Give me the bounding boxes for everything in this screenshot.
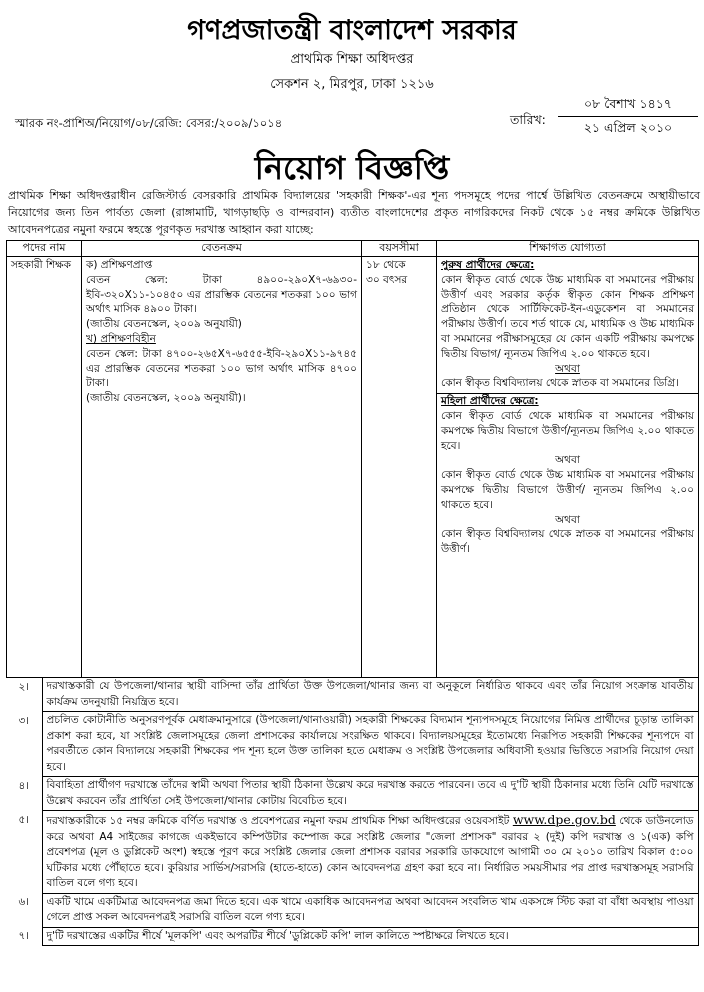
header-post-name: পদের নাম <box>7 241 82 257</box>
or-separator: অথবা <box>555 454 580 467</box>
female-qualification-1: কোন স্বীকৃত বোর্ড থেকে মাধ্যমিক বা সমমানের পরীক্ষায় কমপক্ষে দ্বিতীয় বিভাগে উত্তীর্ণ/ন্যূনতম জিপিএ ২.০০ থাকতে হবে। <box>441 409 694 452</box>
male-qualification-1: কোন স্বীকৃত বোর্ড থেকে উচ্চ মাধ্যমিক বা সমমানের পরীক্ষায় উত্তীর্ণ এবং সরকার কর্তৃক স্বীকৃত কোন শিক্ষক প্রশিক্ষণ প্রতিষ্ঠান থেকে সার্টিফিকেট-ইন-এডুকেশন বা সমমানের পরীক্ষায় উত্তীর্ণ। তবে শর্ত থাকে যে, মাধ্যমিক ও উচ্চ মাধ্যমিক বা সমমানের পরীক্ষাসমূহের যে কোন একটি পরীক্ষায় কমপক্ষে দ্বিতীয় বিভাগ/ ন্যূনতম জিপিএ ২.০০ থাকতে হবে। <box>441 273 694 360</box>
male-heading: পুরুষ প্রার্থীদের ক্ষেত্রে: <box>441 259 535 271</box>
age-to: ৩০ বৎসর <box>366 273 408 286</box>
date-divider <box>558 116 698 117</box>
or-separator: অথবা <box>555 362 580 375</box>
item-text: একটি খামে একটিমাত্র আবেদনপত্র জমা দিতে হবে। এক খামে একাধিক আবেদনপত্র অথবা আবেদন সংবলিত খাম একসঙ্গে স্টিচ করা বা বাঁধা অবস্থায় পাওয়া গেলে প্রাপ্ত সকল আবেদনপত্রই সরাসরি বাতিল বলে গণ্য হবে। <box>42 893 698 927</box>
post-name-cell <box>7 257 82 678</box>
item-number: ৪। <box>18 779 30 792</box>
item-text-before-url: দরখাস্তকারীকে ১৫ নম্বর ক্রমিকে বর্ণিত দরখাস্ত ও প্রবেশপত্রের নমুনা ফরম প্রাথমিক শিক্ষা অধিদপ্তরের ওয়েবসাইট <box>46 815 510 827</box>
age-from: ১৮ থেকে <box>366 259 406 271</box>
list-item <box>6 893 698 927</box>
pay-untrained-note: (জাতীয় বেতনস্কেল, ২০০৯ অনুযায়ী)। <box>86 392 246 405</box>
list-item <box>6 712 698 777</box>
male-qualification-2: কোন স্বীকৃত বিশ্ববিদ্যালয় থেকে স্নাতক বা সমমানের ডিগ্রি। <box>441 377 679 390</box>
list-item <box>6 678 698 712</box>
list-item <box>6 927 698 946</box>
header-qualification: শিক্ষাগত যোগ্যতা <box>437 241 699 257</box>
government-heading: গণপ্রজাতন্ত্রী বাংলাদেশ সরকার <box>187 15 517 46</box>
pay-trained-label: ক) প্রশিক্ষণপ্রাপ্ত <box>86 259 153 271</box>
item-text: দু'টি দরখাস্তের একটির শীর্ষে 'মূলকপি' এবং অপরটির শীর্ষে 'ডুপ্লিকেট কপি' লাল কালিতে স্পষ্টাক্ষরে লিখতে হবে। <box>42 927 698 946</box>
post-name: সহকারী শিক্ষক <box>11 259 72 271</box>
item-text: বিবাহিতা প্রার্থীগণ দরখাস্তে তাঁদের স্বামী অথবা পিতার স্থায়ী ঠিকানা উল্লেখ করে দরখাস্ত করতে পারবেন। তবে এ দু'টি স্থায়ী ঠিকানার মধ্যে তিনি যেটি দরখাস্তে উল্লেখ করবেন তাঁর প্রার্থিতা সেই উপজেলা/থানার কোটায় বিবেচিত হবে। <box>42 777 698 811</box>
table-header-row <box>7 241 699 257</box>
date-label: তারিখ: <box>510 112 546 127</box>
date-english: ২১ এপ্রিল ২০১০ <box>583 120 673 135</box>
qualification-cell <box>437 257 699 678</box>
pay-trained-note: (জাতীয় বেতনস্কেল, ২০০৯ অনুযায়ী) <box>86 318 242 331</box>
item-text <box>42 811 698 894</box>
item-text: দরখাস্তকারী যে উপজেলা/থানার স্থায়ী বাসিন্দা তাঁর প্রার্থিতা উক্ত উপজেলা/থানার জন্য বা অনুকূলে নির্ধারিত থাকবে এবং তাঁর নিয়োগ সংক্রান্ত যাবতীয় কার্যক্রম তদনুযায়ী নিয়ন্ত্রিত হবে। <box>42 678 698 712</box>
memo-number: স্মারক নং-প্রাশিঅ/নিয়োগ/০৮/রেজি: বেসর:/২০০৯/১০১৪ <box>15 116 283 130</box>
item-text: প্রচলিত কোটানীতি অনুসরণপূর্বক মেধাক্রমানুসারে (উপজেলা/থানাওয়ারী) সহকারী শিক্ষকের বিদ্যমান শূন্যপদসমূহে নিয়োগের নিমিত্ত প্রার্থীদের চূড়ান্ত তালিকা প্রকাশ করা হবে, যা সংশ্লিষ্ট জেলাসমূহের জেলা প্রশাসকের কার্যালয়ে সংরক্ষিত থাকবে। বিদ্যালয়সমূহের ইতোমধ্যে নিরূপিত সহকারী শিক্ষকের শূন্যপদে বা পরবর্তীতে কোন বিদ্যালয়ে সহকারী শিক্ষকের পদ শূন্য হলে উক্ত তালিকা হতে মেধাক্রম ও সংশ্লিষ্ট উপজেলার অধিবাসী হওয়ার ভিত্তিতে সরাসরি নিয়োগ দেয়া হবে। <box>42 712 698 777</box>
list-item <box>6 811 698 894</box>
page-title: নিয়োগ বিজ্ঞপ্তি <box>254 149 450 187</box>
item-number: ৭। <box>18 930 30 942</box>
department-name: প্রাথমিক শিক্ষা অধিদপ্তর <box>290 52 414 67</box>
age-limit-cell <box>362 257 437 678</box>
table-row <box>7 257 699 678</box>
vacancy-table <box>6 240 699 678</box>
item-text-after-url: থেকে ডাউনলোড করে অথবা A4 সাইজের কাগজে একইভাবে কম্পিউটার কম্পোজ করে সংশ্লিষ্ট জেলার "জেলা প্রশাসক" বরাবর ২ (দুই) কপি দরখাস্ত ও ১(এক) কপি প্রবেশপত্র (মূল ও ডুপ্লিকেট অংশ) স্বহস্তে পূরণ করে সংশ্লিষ্ট জেলার জেলা প্রশাসক বরাবর সরকারি ডাকযোগে আগামী ৩০ মে ২০১০ তারিখ বিকাল ৫:০০ ঘটিকার মধ্যে পৌঁছাতে হবে। কুরিয়ার সার্ভিস/সরাসরি (হাতে-হাতে) কোন আবেদনপত্র গ্রহণ করা হবে না। নির্ধারিত সময়সীমার পর প্রাপ্ত দরখাস্তসমূহ সরাসরি বাতিল বলে গণ্য হবে। <box>46 815 694 889</box>
or-separator: অথবা <box>555 513 580 526</box>
pay-untrained-label: খ) প্রশিক্ষণবিহীন <box>86 332 156 345</box>
department-address: সেকশন ২, মিরপুর, ঢাকা ১২১৬ <box>270 77 434 92</box>
intro-paragraph: প্রাথমিক শিক্ষা অধিদপ্তরাধীন রেজিস্টার্ড বেসরকারি প্রাথমিক বিদ্যালয়ের 'সহকারী শিক্ষক'-এর শূন্য পদসমূহে পদের পার্শ্বে উল্লিখিত বেতনক্রমে অস্থায়ীভাবে নিয়োগের জন্য তিন পার্বত্য জেলা (রাঙ্গামাটি, খাগড়াছড়ি ও বান্দরবান) ব্যতীত বাংলাদেশের প্রকৃত নাগরিকদের নিকট থেকে ১৫ নম্বর ক্রমিকে উল্লিখিত আবেদনপত্রের নমুনা ফরমে স্বহস্তে পূরণকৃত দরখাস্ত আহ্বান করা যাচ্ছে: <box>8 189 700 236</box>
header-pay-scale: বেতনক্রম <box>82 241 362 257</box>
item-number: ২। <box>18 680 30 693</box>
date-bangla: ০৮ বৈশাখ ১৪১৭ <box>584 96 672 111</box>
female-qualification-2: কোন স্বীকৃত বোর্ড থেকে উচ্চ মাধ্যমিক বা সমমানের পরীক্ষায় কমপক্ষে দ্বিতীয় বিভাগে উত্তীর্ণ/ ন্যূনতম জিপিএ ২.০০ থাকতে হবে। <box>441 469 694 511</box>
conditions-list <box>6 677 699 946</box>
pay-scale-cell <box>82 257 362 678</box>
pay-untrained-text: বেতন স্কেল: টাকা ৪৭০০-২৬৫X৭-৬৫৫৫-ইবি-২৯০X১১-৯৭৪৫ এর প্রারম্ভিক বেতনের শতকরা ১০০ ভাগ অর্থাৎ মাসিক ৪৭০০ টাকা। <box>86 347 357 390</box>
memo-date <box>510 96 700 140</box>
female-qualification-3: কোন স্বীকৃত বিশ্ববিদ্যালয় থেকে স্নাতক বা সমমানের পরীক্ষায় উত্তীর্ণ। <box>441 528 694 556</box>
header-age-limit: বয়সসীমা <box>362 241 437 257</box>
list-item <box>6 777 698 811</box>
item-number: ৩। <box>18 714 30 727</box>
pay-trained-text: বেতন স্কেল: টাকা ৪৯০০-২৯০X৭-৬৯৩০-ইবি-৩২০X১১-১০৪৫০ এর প্রারম্ভিক বেতনের শতকরা ১০০ ভাগ অর্থাৎ মাসিক ৪৯০০ টাকা। <box>86 273 357 316</box>
item-number: ৫। <box>18 813 30 826</box>
item-number: ৬। <box>18 896 30 908</box>
website-link[interactable]: www.dpe.gov.bd <box>512 812 616 827</box>
female-heading: মহিলা প্রার্থীদের ক্ষেত্রে: <box>441 395 539 408</box>
